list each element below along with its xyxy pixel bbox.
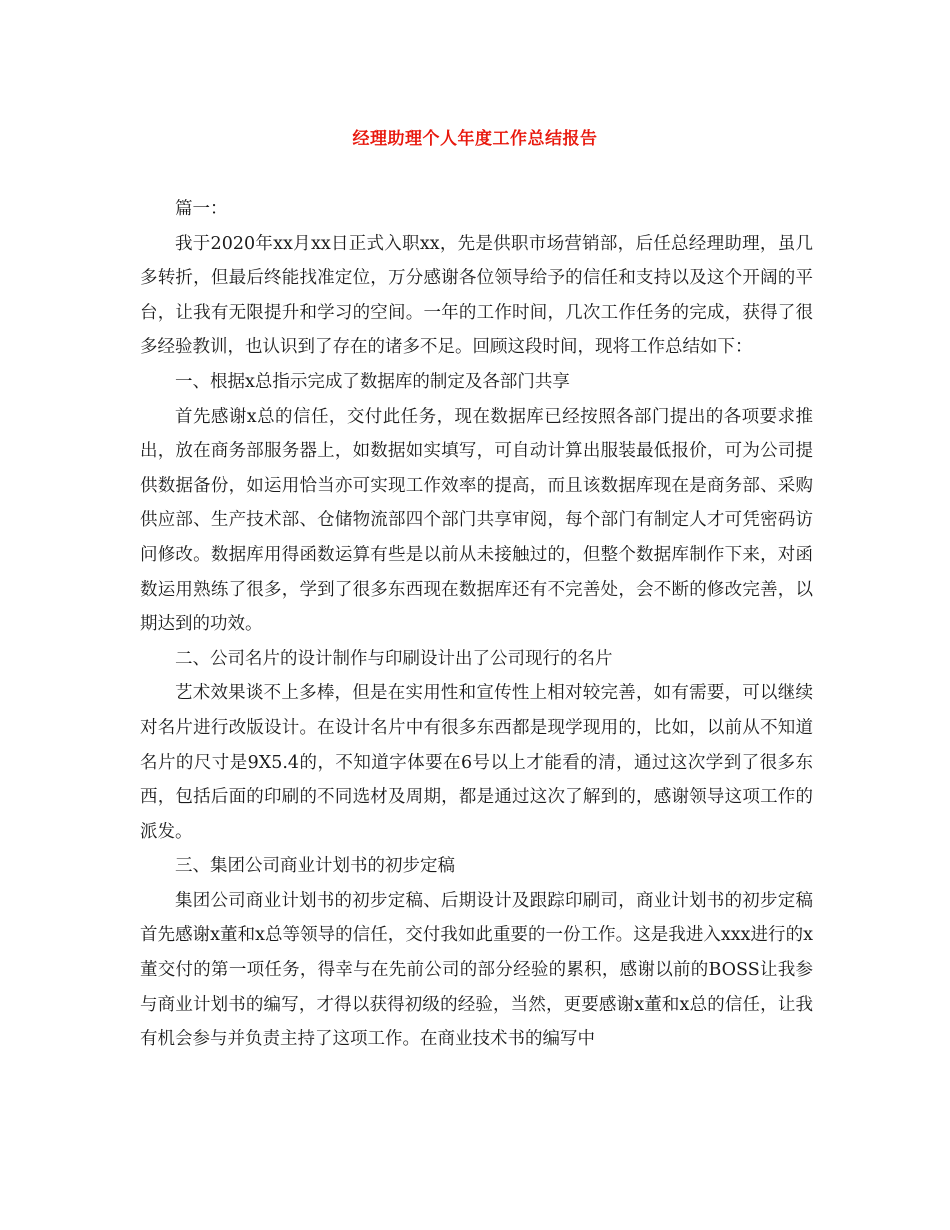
section-heading-part-one: 篇一：: [175, 199, 228, 219]
section-heading-business-plan: 三、集团公司商业计划书的初步定稿: [175, 856, 455, 877]
document-title: 经理助理个人年度工作总结报告: [352, 129, 598, 149]
business-plan-paragraph: 集团公司商业计划书的初步定稿、后期设计及跟踪印刷司，商业计划书的初步定稿首先感谢x董和x总等领导的信任，交付我如此重要的一份工作。这是我进入xxx进行的x董交付的第一项任务，得幸与在先前公司的部分经验的累积，感谢以前的BOSS让我参与商业计划书的编写，才得以获得初级的经验，当然，更要感谢x董和x总的信任，让我有机会参与并负责主持了这项工作。在商业技术书的编写中: [140, 890, 813, 1050]
business-card-paragraph: 艺术效果谈不上多棒，但是在实用性和宣传性上相对较完善，如有需要，可以继续对名片进行改版设计。在设计名片中有很多东西都是现学现用的，比如，以前从不知道名片的尺寸是9X5.4的，不知道字体要在6号以上才能看的清，通过这次学到了很多东西，包括后面的印刷的不同选材及周期，都是通过这次了解到的，感谢领导这项工作的派发。: [140, 683, 813, 842]
section-heading-business-card: 二、公司名片的设计制作与印刷设计出了公司现行的名片: [175, 648, 613, 669]
section-heading-database: 一、根据x总指示完成了数据库的制定及各部门共享: [175, 371, 570, 392]
intro-paragraph: 我于2020年xx月xx日正式入职xx，先是供职市场营销部，后任总经理助理，虽几多转折，但最后终能找准定位，万分感谢各位领导给予的信任和支持以及这个开阔的平台，让我有无限提升和学习的空间。一年的工作时间，几次工作任务的完成，获得了很多经验教训，也认识到了存在的诸多不足。回顾这段时间，现将工作总结如下：: [140, 233, 813, 358]
database-paragraph: 首先感谢x总的信任，交付此任务，现在数据库已经按照各部门提出的各项要求推出，放在商务部服务器上，如数据如实填写，可自动计算出服装最低报价，可为公司提供数据备份，如运用恰当亦可实现工作效率的提高，而且该数据库现在是商务部、采购供应部、生产技术部、仓储物流部四个部门共享审阅，每个部门有制定人才可凭密码访问修改。数据库用得函数运算有些是以前从未接触过的，但整个数据库制作下来，对函数运用熟练了很多，学到了很多东西现在数据库还有不完善处，会不断的修改完善，以期达到的功效。: [140, 406, 813, 635]
document-body: [140, 192, 813, 1057]
